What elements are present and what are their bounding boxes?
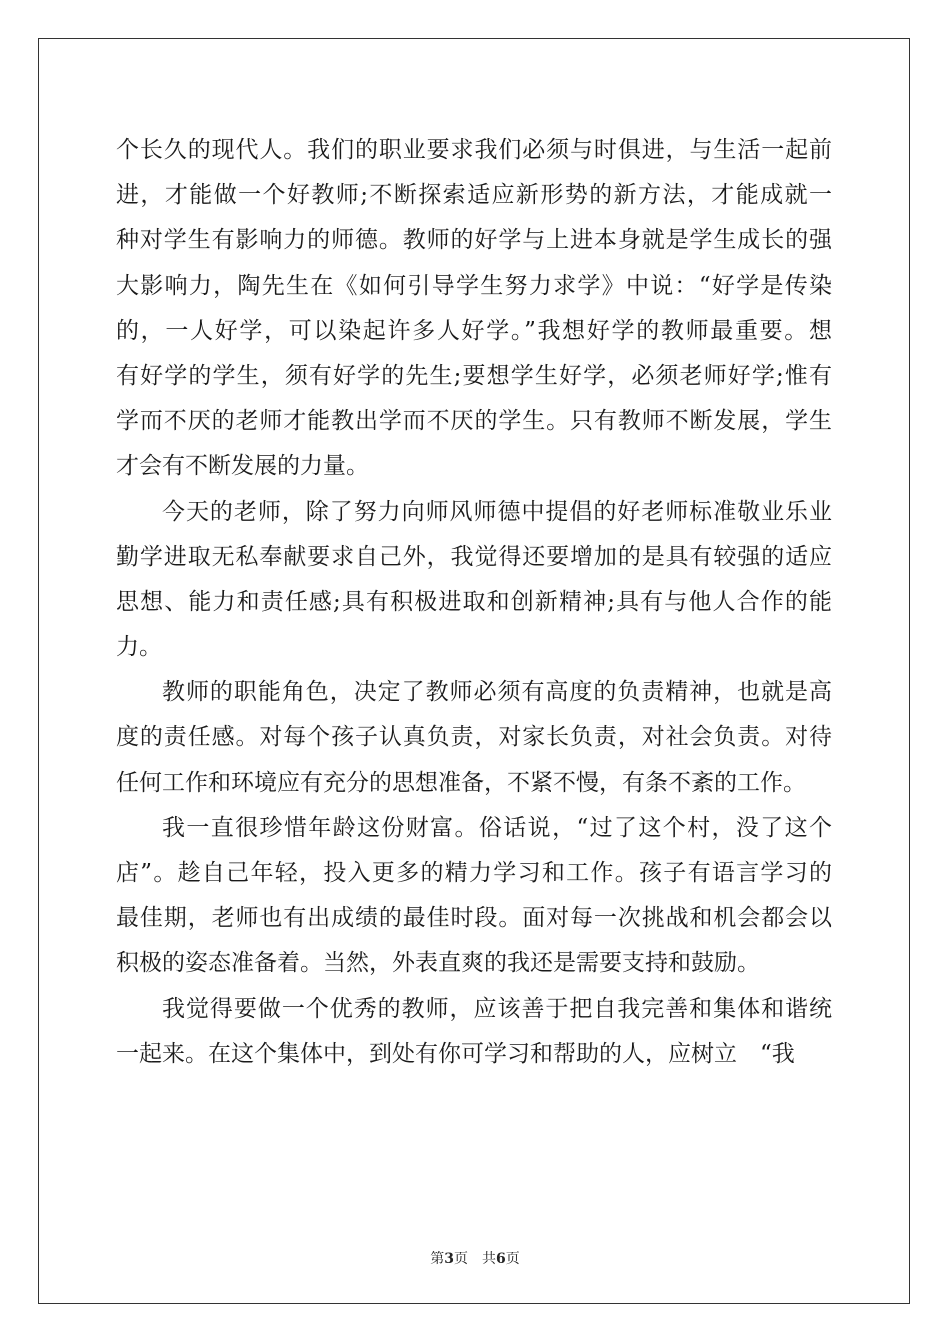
text-line: 我一直很珍惜年龄这份财富。俗话说，“过了这个村，没了这个 [162, 814, 832, 841]
text-line: 度的责任感。对每个孩子认真负责，对家长负责，对社会负责。对待 [116, 724, 832, 751]
text-line: 才会有不断发展的力量。 [116, 453, 369, 480]
total-prefix: 共 [482, 1251, 496, 1267]
paragraph [116, 806, 832, 987]
text-line: 大影响力，陶先生在《如何引导学生努力求学》中说：“好学是传染 [116, 272, 832, 299]
current-page-number: 3 [444, 1251, 454, 1267]
total-unit: 页 [505, 1251, 520, 1267]
page-footer [0, 1248, 950, 1268]
text-line: 思想、能力和责任感;具有积极进取和创新精神;具有与他人合作的能 [116, 588, 832, 615]
page-prefix: 第 [430, 1251, 445, 1267]
paragraph [116, 490, 832, 671]
paragraph [116, 987, 832, 1077]
text-line: 进，才能做一个好教师;不断探索适应新形势的新方法，才能成就一 [116, 182, 832, 209]
text-line: 的，一人好学，可以染起许多人好学。”我想好学的教师最重要。想 [116, 317, 832, 344]
text-line: 积极的姿态准备着。当然，外表直爽的我还是需要支持和鼓励。 [116, 950, 760, 977]
text-line: 勤学进取无私奉献要求自己外，我觉得还要增加的是具有较强的适应 [116, 543, 832, 570]
text-line: 今天的老师，除了努力向师风师德中提倡的好老师标准敬业乐业 [162, 498, 832, 525]
text-line: 店”。趁自己年轻，投入更多的精力学习和工作。孩子有语言学习的 [116, 860, 832, 886]
text-line: 任何工作和环境应有充分的思想准备，不紧不慢，有条不紊的工作。 [116, 769, 806, 796]
text-line: 最佳期，老师也有出成绩的最佳时段。面对每一次挑战和机会都会以 [116, 905, 832, 932]
text-line: 有好学的学生，须有好学的先生;要想学生好学，必须老师好学;惟有 [116, 362, 832, 389]
text-line: 个长久的现代人。我们的职业要求我们必须与时俱进，与生活一起前 [116, 137, 832, 163]
text-line: 力。 [116, 634, 162, 661]
document-body [116, 128, 832, 1077]
text-line: 一起来。在这个集体中，到处有你可学习和帮助的人，应树立 “我 [116, 1040, 795, 1067]
total-page-number: 6 [496, 1251, 506, 1267]
text-line: 种对学生有影响力的师德。教师的好学与上进本身就是学生成长的强 [116, 227, 832, 254]
paragraph [116, 670, 832, 806]
page-unit: 页 [454, 1251, 468, 1267]
text-line: 教师的职能角色，决定了教师必须有高度的负责精神，也就是高 [162, 679, 832, 706]
paragraph [116, 128, 832, 490]
text-line: 我觉得要做一个优秀的教师，应该善于把自我完善和集体和谐统 [162, 995, 832, 1022]
text-line: 学而不厌的老师才能教出学而不厌的学生。只有教师不断发展，学生 [116, 408, 832, 435]
